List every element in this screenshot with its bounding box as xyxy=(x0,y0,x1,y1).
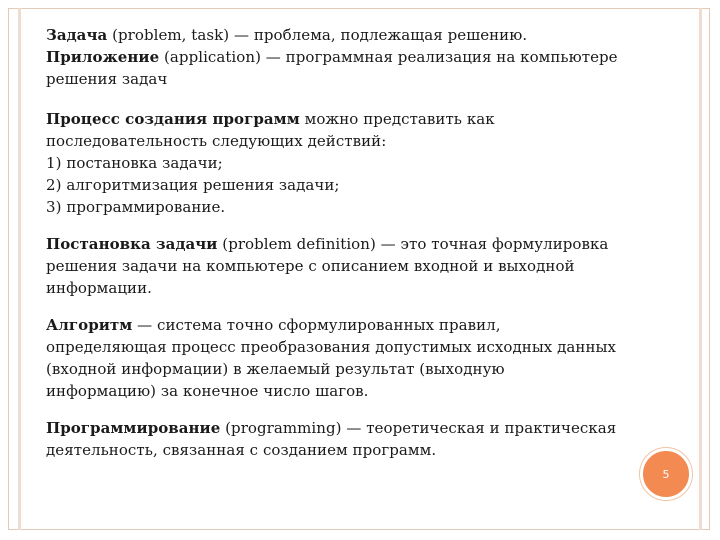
definition-text: — система точно сформулированных правил, xyxy=(132,316,501,334)
slide-content xyxy=(46,24,686,461)
definition-text: информацию) за конечное число шагов. xyxy=(46,382,369,400)
term-task: Задача xyxy=(46,26,108,44)
definition-programming xyxy=(46,417,686,461)
list-item: 1) постановка задачи; xyxy=(46,154,223,172)
definition-text: определяющая процесс преобразования допустимых исходных данных xyxy=(46,338,617,356)
left-decor-rail xyxy=(18,8,21,530)
term-process: Процесс создания программ xyxy=(46,110,300,128)
definition-text: (problem, task) — проблема, подлежащая решению. xyxy=(107,26,528,44)
page-number-badge xyxy=(640,448,692,500)
definition-text: деятельность, связанная с созданием программ. xyxy=(46,441,437,459)
right-decor-rail xyxy=(699,8,702,530)
definition-text: можно представить как xyxy=(299,110,495,128)
definition-process xyxy=(46,108,686,218)
list-item: 3) программирование. xyxy=(46,198,226,216)
definition-text: (входной информации) в желаемый результат (выходную xyxy=(46,360,505,378)
definition-text: (application) — программная реализация на компьютере xyxy=(159,48,618,66)
term-application: Приложение xyxy=(46,48,160,66)
definition-text: (problem definition) — это точная формулировка xyxy=(217,235,609,253)
list-item: 2) алгоритмизация решения задачи; xyxy=(46,176,340,194)
term-algorithm: Алгоритм xyxy=(46,316,133,334)
definition-text: решения задач xyxy=(46,70,168,88)
definition-application xyxy=(46,46,686,90)
definition-text: решения задачи на компьютере с описанием входной и выходной xyxy=(46,257,575,275)
definition-text: информации. xyxy=(46,279,152,297)
definition-text: последовательность следующих действий: xyxy=(46,132,387,150)
definition-text: (programming) — теоретическая и практическая xyxy=(220,419,617,437)
definition-task xyxy=(46,24,686,46)
term-problem-definition: Постановка задачи xyxy=(46,235,218,253)
definition-problem xyxy=(46,233,686,299)
page-number: 5 xyxy=(662,467,670,481)
definition-algorithm xyxy=(46,314,686,402)
term-programming: Программирование xyxy=(46,419,221,437)
